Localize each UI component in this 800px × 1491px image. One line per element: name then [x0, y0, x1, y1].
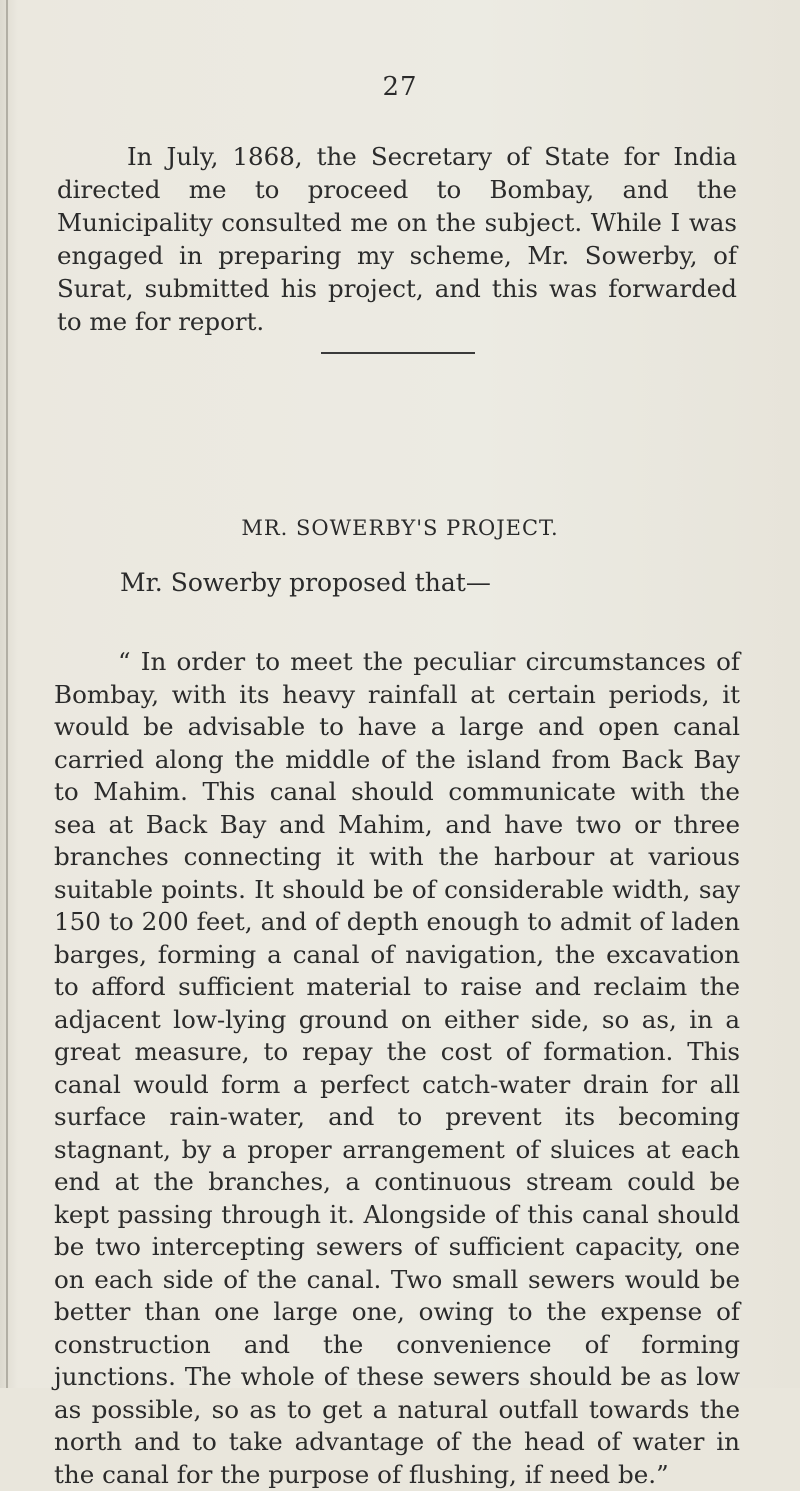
lead-in-text: Mr. Sowerby proposed that—	[120, 568, 491, 597]
page-binding-edge	[6, 0, 8, 1388]
section-divider	[321, 352, 475, 354]
intro-paragraph: In July, 1868, the Secretary of State for India directed me to proceed to Bombay, and the Municipality consulted me on the subject. While I was engaged in preparing my scheme, Mr. Sowerby, of Surat, submitted his project, and this was forwarded to me for report.	[57, 142, 737, 336]
page-number: 27	[382, 72, 418, 102]
quoted-proposal: “ In order to meet the peculiar circumstances of Bombay, with its heavy rainfall at certain periods, it would be advisable to have a large and open canal carried along the middle of the island from Back Bay to Mahim. This canal should communicate with the sea at Back Bay and Mahim, and have two or three branches connecting it with the harbour at various suitable points. It should be of considerable width, say 150 to 200 feet, and of depth enough to admit of laden barges, forming a canal of navigation, the excavation to afford sufficient material to raise and reclaim the adjacent low-lying ground on either side, so as, in a great measure, to repay the cost of formation. This canal would form a perfect catch-water drain for all surface rain-water, and to prevent its becoming stagnant, by a proper arrangement of sluices at each end at the branches, a continuous stream could be kept passing through it. Alongside of this canal should be two intercepting sewers of sufficient capacity, one on each side of the canal. Two small sewers would be better than one large one, owing to the expense of construction and the convenience of forming junctions. The whole of these sewers should be as low as possible, so as to get a natural outfall towards the north and to take advantage of the head of water in the canal for the purpose of flushing, if need be.”	[54, 647, 740, 1489]
section-heading: MR. SOWERBY'S PROJECT.	[241, 516, 559, 540]
